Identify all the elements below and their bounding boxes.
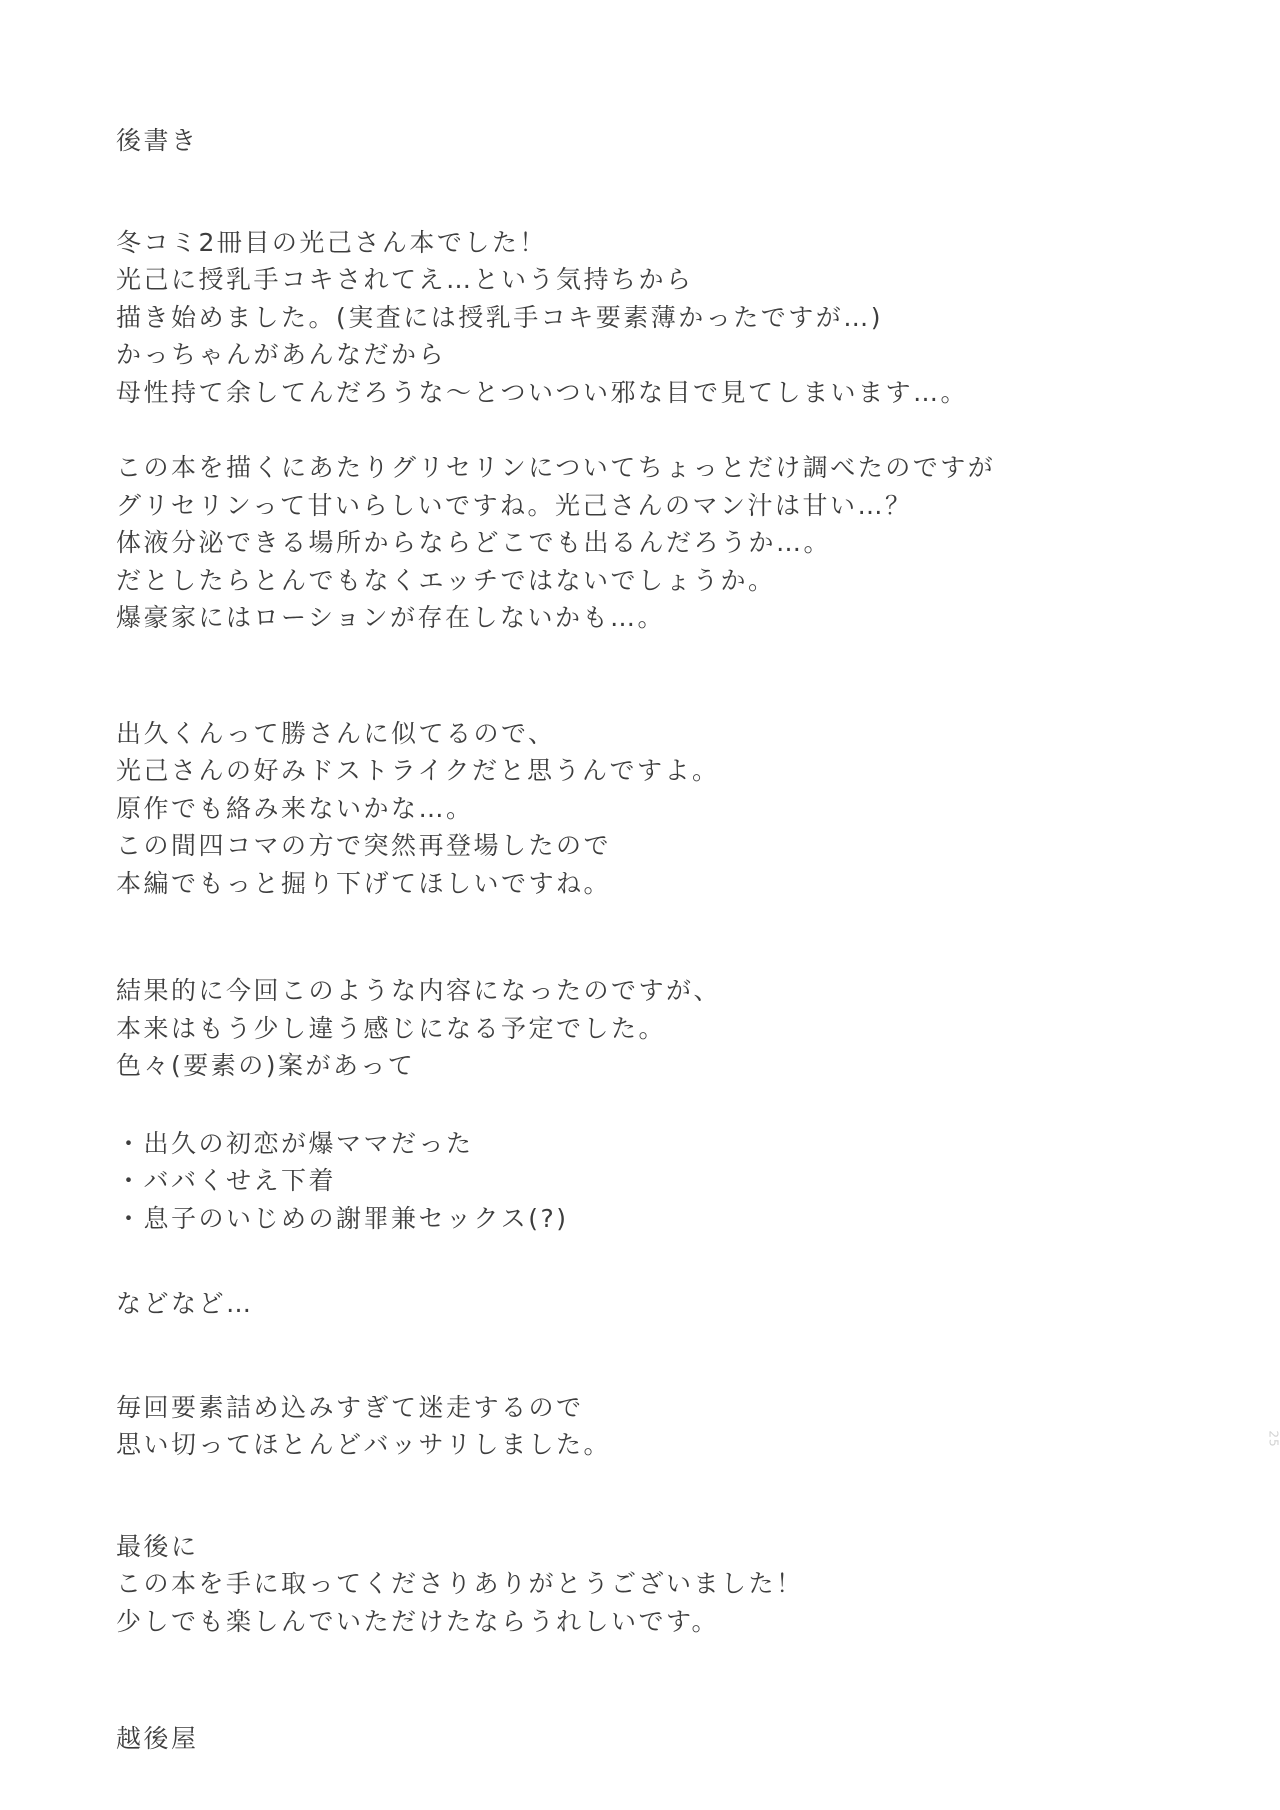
text-line: だとしたらとんでもなくエッチではないでしょうか。 bbox=[116, 565, 776, 595]
paragraph bbox=[116, 1285, 1136, 1323]
text-line: この本を手に取ってくださりありがとうございました！ bbox=[116, 1569, 804, 1598]
paragraph bbox=[116, 972, 1136, 1085]
paragraph bbox=[116, 715, 1136, 903]
text-line: 少しでも楽しんでいただけたならうれしいです。 bbox=[116, 1606, 720, 1636]
text-line: 色々(要素の)案があって bbox=[116, 1051, 416, 1080]
text-line: 最後に bbox=[116, 1531, 199, 1561]
text-line: 結果的に今回このような内容になったのですが、 bbox=[116, 976, 722, 1005]
list-item: ・出久の初恋が爆ママだった bbox=[116, 1128, 474, 1158]
text-line: かっちゃんがあんなだから bbox=[116, 340, 447, 369]
text-line: 母性持て余してんだろうな〜とついつい邪な目で見てしまいます…。 bbox=[116, 377, 969, 407]
text-line: 光己さんの好みドストライクだと思うんですよ。 bbox=[116, 756, 720, 785]
paragraph bbox=[116, 1389, 1136, 1464]
text-line: 冬コミ2冊目の光己さん本でした！ bbox=[116, 227, 547, 257]
text-line: この本を描くにあたりグリセリンについてちょっとだけ調べたのですが bbox=[116, 453, 996, 482]
list-item: ・ババくせえ下着 bbox=[116, 1166, 337, 1195]
text-line: 思い切ってほとんどバッサリしました。 bbox=[116, 1430, 612, 1459]
page-title: 後書き bbox=[116, 126, 199, 155]
text-line: 爆豪家にはローションが存在しないかも…。 bbox=[116, 603, 666, 632]
text-line: この間四コマの方で突然再登場したので bbox=[116, 831, 612, 860]
list-item: ・息子のいじめの謝罪兼セックス(?) bbox=[116, 1203, 569, 1233]
page-number-edge-mark: 25 bbox=[1266, 1430, 1280, 1448]
text-line: グリセリンって甘いらしいですね。光己さんのマン汁は甘い…？ bbox=[116, 490, 913, 520]
paragraph bbox=[116, 449, 1136, 637]
text-line: 描き始めました。(実査には授乳手コキ要素薄かったですが…) bbox=[116, 302, 884, 332]
text-line: 光己に授乳手コキされてえ…という気持ちから bbox=[116, 265, 694, 294]
text-line: 本編でもっと掘り下げてほしいですね。 bbox=[116, 868, 612, 898]
idea-list bbox=[116, 1125, 1136, 1238]
paragraph bbox=[116, 224, 1136, 412]
text-line: 原作でも絡み来ないかな…。 bbox=[116, 793, 474, 823]
signature-text: 越後屋 bbox=[116, 1724, 199, 1753]
text-line: 本来はもう少し違う感じになる予定でした。 bbox=[116, 1013, 667, 1043]
text-line: 出久くんって勝さんに似てるので、 bbox=[116, 718, 556, 748]
author-signature bbox=[116, 1720, 1136, 1758]
text-line: などなど… bbox=[116, 1289, 254, 1318]
text-line: 体液分泌できる場所からならどこでも出るんだろうか…。 bbox=[116, 528, 832, 557]
text-line: 毎回要素詰め込みすぎて迷走するので bbox=[116, 1392, 584, 1422]
closing-paragraph bbox=[116, 1528, 1136, 1641]
afterword-text-block bbox=[116, 122, 1136, 1758]
